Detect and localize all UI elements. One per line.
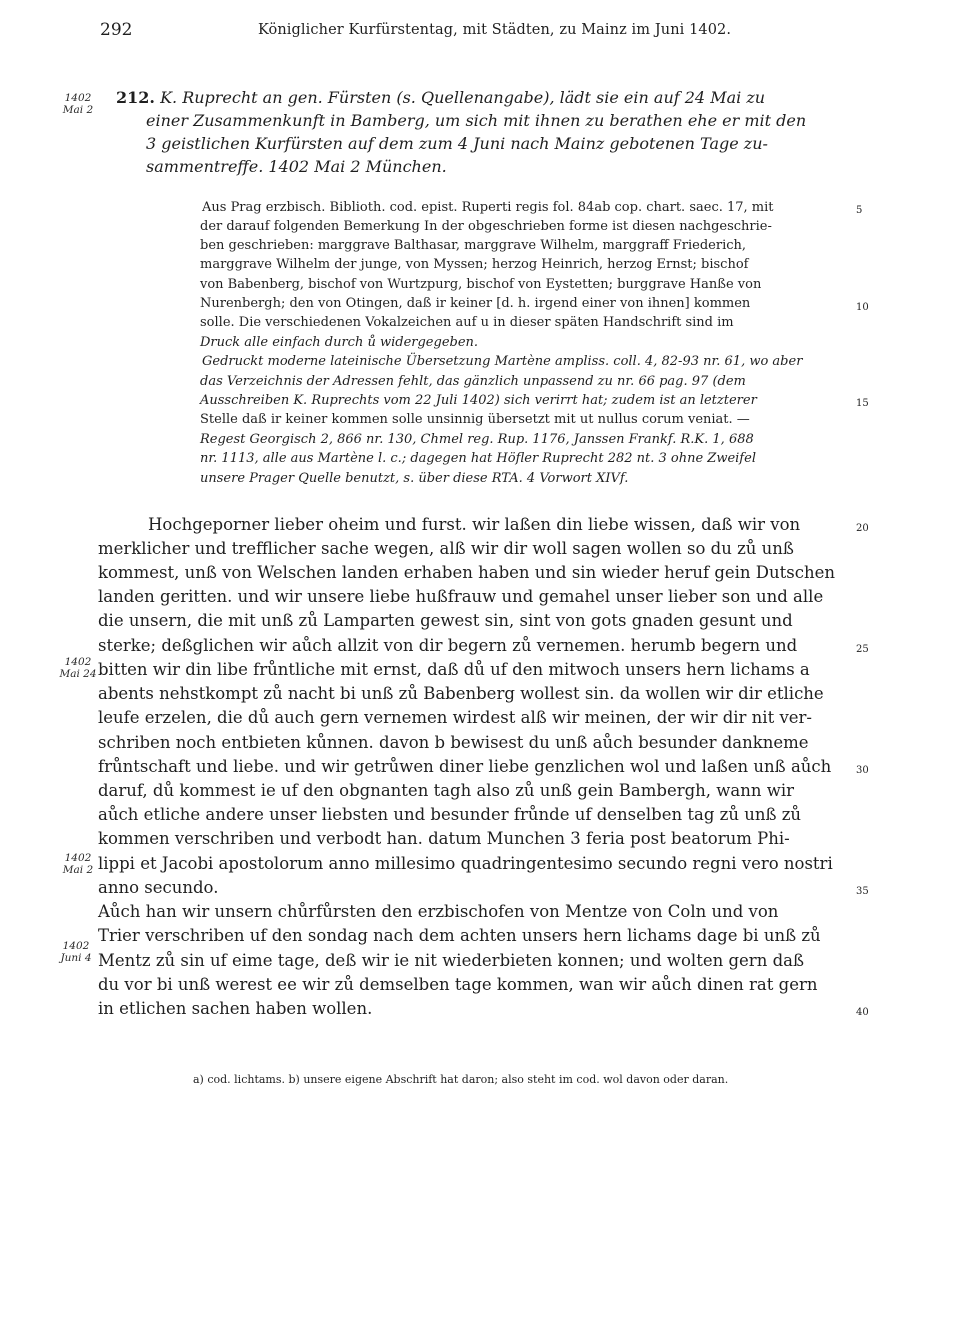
text-line: Trier verschriben uf den sondag nach dem achten unsers hern lichams dage bi unß zů xyxy=(98,926,821,945)
line-number: 20 xyxy=(856,523,869,534)
text-line: frůntschaft und liebe. und wir getrůwen diner liebe genzlichen wol und laßen unß aůch xyxy=(98,757,832,776)
running-head: Königlicher Kurfürstentag, mit Städten, zu Mainz im Juni 1402. xyxy=(258,22,732,38)
source-line: nr. 1113, alle aus Martène l. c.; dagegen hat Höfler Ruprecht 282 nt. 3 ohne Zweifel xyxy=(200,451,756,466)
margin-day: Juni 4 xyxy=(60,952,92,964)
text-line: aůch etliche andere unser liebsten und besunder frůnde uf denselben tag zů unß zů xyxy=(98,805,802,824)
line-number: 40 xyxy=(856,1007,869,1018)
source-line: Aus Prag erzbisch. Biblioth. cod. epist. Ruperti regis fol. 84ab cop. chart. saec. 17, mit xyxy=(202,200,774,215)
entry-line: 3 geistlichen Kurfürsten auf dem zum 4 Juni nach Mainz gebotenen Tage zu- xyxy=(146,134,768,153)
margin-year: 1402 xyxy=(64,92,92,104)
margin-date xyxy=(58,852,98,876)
source-line: ben geschrieben: marggrave Balthasar, marggrave Wilhelm, marggraff Friederich, xyxy=(200,238,747,253)
line-number: 5 xyxy=(856,205,863,216)
source-line: Ausschreiben K. Ruprechts vom 22 Juli 1402) sich verirrt hat; zudem ist an letzterer xyxy=(200,393,757,408)
text-line: schriben noch entbieten kůnnen. davon b bewisest du unß aůch besunder dankneme xyxy=(98,733,809,752)
margin-date xyxy=(58,656,98,680)
source-line: unsere Prager Quelle benutzt, s. über diese RTA. 4 Vorwort XIVf. xyxy=(200,471,629,486)
text-line: merklicher und trefflicher sache wegen, alß wir dir woll sagen wollen so du zů unß xyxy=(98,539,794,558)
footnote: a) cod. lichtams. b) unsere eigene Abschrift hat daron; also steht im cod. wol davon oder daran. xyxy=(193,1073,729,1086)
line-number: 25 xyxy=(856,644,869,655)
source-line: das Verzeichnis der Adressen fehlt, das gänzlich unpassend zu nr. 66 pag. 97 (dem xyxy=(200,374,746,389)
entry-line xyxy=(116,88,765,107)
source-line: Druck alle einfach durch ů widergegeben. xyxy=(200,335,479,350)
entry-line-text: K. Ruprecht an gen. Fürsten (s. Quellenangabe), lädt sie ein auf 24 Mai zu xyxy=(160,88,766,107)
text-line: Aůch han wir unsern chůrfůrsten den erzbischofen von Mentze von Coln und von xyxy=(98,902,779,921)
text-line: anno secundo. xyxy=(98,878,219,897)
margin-day: Mai 2 xyxy=(62,104,94,116)
source-line: Stelle daß ir keiner kommen solle unsinnig übersetzt mit ut nullus corum veniat. — xyxy=(200,412,750,427)
line-number: 30 xyxy=(856,765,869,776)
text-line: landen geritten. und wir unsere liebe hußfrauw und gemahel unser lieber son und alle xyxy=(98,587,824,606)
line-number: 15 xyxy=(856,398,869,409)
text-line: Hochgeporner lieber oheim und furst. wir laßen din liebe wissen, daß wir von xyxy=(148,515,801,534)
text-line: daruf, dů kommest ie uf den obgnanten tagh also zů unß gein Bambergh, wann wir xyxy=(98,781,795,800)
entry-number: 212. xyxy=(116,88,155,107)
text-line: lippi et Jacobi apostolorum anno millesimo quadringentesimo secundo regni vero nostri xyxy=(98,854,833,873)
text-line: sterke; deßglichen wir aůch allzit von dir begern zů vernemen. herumb begern und xyxy=(98,636,798,655)
page-header xyxy=(0,18,960,46)
margin-day: Mai 24 xyxy=(59,668,97,680)
text-line: kommest, unß von Welschen landen erhaben haben und sin wieder heruf gein Dutschen xyxy=(98,563,836,582)
source-line: der darauf folgenden Bemerkung In der obgeschrieben forme ist diesen nachgeschrie- xyxy=(200,219,772,234)
source-line: Regest Georgisch 2, 866 nr. 130, Chmel reg. Rup. 1176, Janssen Frankf. R.K. 1, 688 xyxy=(200,432,754,447)
line-number: 10 xyxy=(856,302,869,313)
text-line: die unsern, die mit unß zů Lamparten gewest sin, sint von gots gnaden gesunt und xyxy=(98,611,793,630)
text-line: leufe erzelen, die dů auch gern vernemen wirdest alß wir meinen, der wir dir nit ver- xyxy=(98,708,813,727)
margin-year: 1402 xyxy=(64,852,92,864)
page-number: 292 xyxy=(100,20,133,40)
text-line: du vor bi unß werest ee wir zů demselben tage kommen, wan wir aůch dinen rat gern xyxy=(98,975,818,994)
text-line: in etlichen sachen haben wollen. xyxy=(98,999,373,1018)
line-number: 35 xyxy=(856,886,869,897)
source-line: Nurenbergh; den von Otingen, daß ir keiner [d. h. irgend einer von ihnen] kommen xyxy=(200,296,751,311)
source-line: von Babenberg, bischof von Wurtzpurg, bischof von Eystetten; burggrave Hanße von xyxy=(200,277,762,292)
margin-year: 1402 xyxy=(62,940,90,952)
margin-date xyxy=(56,940,96,964)
source-line: Gedruckt moderne lateinische Übersetzung Martène ampliss. coll. 4, 82-93 nr. 61, wo aber xyxy=(202,354,803,369)
entry-line: sammentreffe. 1402 Mai 2 München. xyxy=(146,157,447,176)
text-line: abents nehstkompt zů nacht bi unß zů Babenberg wollest sin. da wollen wir dir etliche xyxy=(98,684,824,703)
margin-day: Mai 2 xyxy=(62,864,94,876)
text-line: kommen verschriben und verbodt han. datum Munchen 3 feria post beatorum Phi- xyxy=(98,829,790,848)
entry-line: einer Zusammenkunft in Bamberg, um sich mit ihnen zu berathen ehe er mit den xyxy=(146,111,807,130)
entry-margin-date xyxy=(58,92,98,116)
source-line: marggrave Wilhelm der junge, von Myssen; herzog Heinrich, herzog Ernst; bischof xyxy=(200,257,749,272)
text-line: bitten wir din libe frůntliche mit ernst, daß dů uf den mitwoch unsers hern lichams a xyxy=(98,660,810,679)
source-line: solle. Die verschiedenen Vokalzeichen auf u in dieser späten Handschrift sind im xyxy=(200,315,734,330)
margin-year: 1402 xyxy=(64,656,92,668)
text-line: Mentz zů sin uf eime tage, deß wir ie nit wiederbieten konnen; und wolten gern daß xyxy=(98,951,804,970)
